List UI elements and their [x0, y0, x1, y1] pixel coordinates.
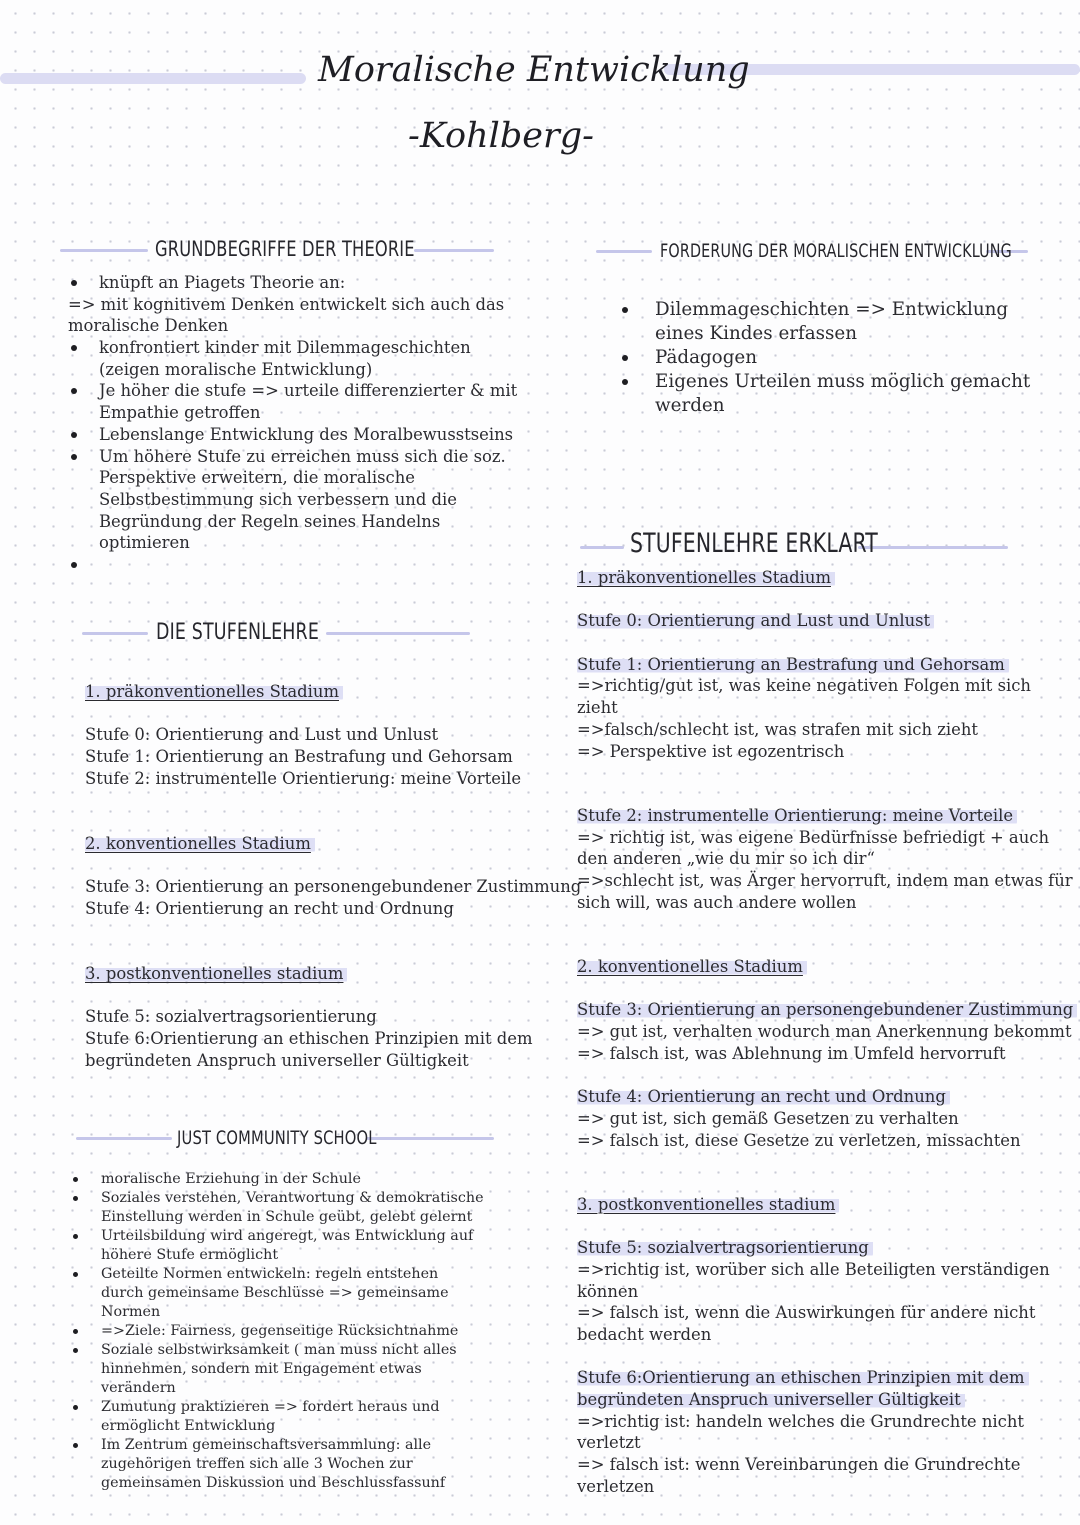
list-item: konfrontiert kinder mit Dilemmageschichten: [68, 337, 517, 359]
list-item-cont: optimieren: [99, 533, 190, 553]
list-item: Dilemmageschichten => Entwicklung: [622, 298, 1030, 322]
stufe-line: begründeten Anspruch universeller Gültigkeit: [85, 1050, 469, 1070]
explanation-line: verletzt: [577, 1433, 641, 1453]
stufe-title: Stufe 6:Orientierung an ethischen Prinzipien mit dem: [577, 1368, 1029, 1387]
stufe-title: Stufe 1: Orientierung an Bestrafung und Gehorsam: [577, 655, 1009, 674]
explanation-line: den anderen „wie du mir so ich dir“: [577, 849, 875, 869]
stadium-title: 3. postkonventionelles stadium: [577, 1195, 839, 1214]
erklaert-rule-left: [580, 546, 624, 549]
list-item: Soziale selbstwirksamkeit ( man muss nicht alles: [70, 1341, 484, 1360]
explanation-line: =>richtig/gut ist, was keine negativen Folgen mit sich: [577, 676, 1031, 696]
stufe-title: begründeten Anspruch universeller Gültigkeit: [577, 1390, 965, 1409]
explanation-line: => falsch ist, diese Gesetze zu verletzen, missachten: [577, 1130, 1021, 1150]
empty-list-item: [68, 554, 517, 576]
page-title: Moralische Entwicklung: [318, 50, 750, 90]
stufenlehre-block-3: [85, 963, 533, 1071]
explanation-line: => falsch ist, was Ablehnung im Umfeld hervorruft: [577, 1043, 1006, 1063]
list-item: =>Ziele: Fairness, gegenseitige Rücksichtnahme: [70, 1322, 484, 1341]
explanation-line: =>richtig ist: handeln welches die Grundrechte nicht: [577, 1411, 1024, 1431]
explanation-line: können: [577, 1281, 639, 1301]
stufe-line: Stufe 4: Orientierung an recht und Ordnung: [85, 899, 454, 919]
jcs-rule-left: [76, 1137, 172, 1140]
list-item-cont: => mit kognitivem Denken entwickelt sich auch das: [68, 294, 505, 314]
list-item-cont: Normen: [101, 1304, 161, 1320]
stadium-title: 1. präkonventionelles Stadium: [85, 682, 343, 701]
header-bar-left: [0, 73, 306, 84]
stufe-title: Stufe 3: Orientierung an personengebundener Zustimmung: [577, 1000, 1077, 1019]
stufe-line: Stufe 3: Orientierung an personengebundener Zustimmung: [85, 877, 582, 897]
list-item-cont: hinnehmen, sondern mit Engagement etwas: [101, 1361, 422, 1377]
list-item-cont: Begründung der Regeln seines Handelns: [99, 511, 441, 531]
stufe-line: Stufe 2: instrumentelle Orientierung: meine Vorteile: [85, 768, 522, 788]
stadium-title: 2. konventionelles Stadium: [85, 834, 315, 853]
grundbegriffe-heading: GRUNDBEGRIFFE DER THEORIE: [155, 237, 415, 261]
list-item-cont: ermöglicht Entwicklung: [101, 1418, 276, 1434]
stadium-title: 2. konventionelles Stadium: [577, 957, 807, 976]
stufe-title: Stufe 5: sozialvertragsorientierung: [577, 1238, 873, 1257]
jcs-rule-right: [366, 1137, 494, 1140]
explanation-line: => falsch ist, wenn die Auswirkungen für andere nicht: [577, 1303, 1036, 1323]
stufe-title: Stufe 0: Orientierung and Lust und Unlust: [577, 611, 934, 630]
list-item: Um höhere Stufe zu erreichen muss sich die soz.: [68, 446, 517, 468]
stufenlehre-block-2: [85, 833, 581, 920]
forderung-heading: FORDERUNG DER MORALISCHEN ENTWICKLUNG: [660, 241, 1012, 262]
explanation-line: => gut ist, sich gemäß Gesetzen zu verhalten: [577, 1108, 959, 1128]
grundbegriffe-rule-right: [414, 249, 494, 252]
explanation-line: => falsch ist: wenn Vereinbarungen die Grundrechte: [577, 1455, 1021, 1475]
list-item-cont: durch gemeinsame Beschlüsse => gemeinsame: [101, 1285, 449, 1301]
list-item-cont: Empathie getroffen: [99, 403, 261, 423]
erklaert-rule-right: [858, 546, 1008, 549]
stufe-title: Stufe 2: instrumentelle Orientierung: meine Vorteile: [577, 806, 1017, 825]
list-item-cont: verändern: [101, 1380, 176, 1396]
explanation-line: =>schlecht ist, was Ärger hervorruft, indem man etwas für: [577, 870, 1073, 890]
forderung-rule-left: [596, 250, 652, 253]
jcs-heading: JUST COMMUNITY SCHOOL: [177, 1127, 377, 1149]
list-item-cont: moralische Denken: [68, 316, 229, 336]
stadium-title: 1. präkonventionelles Stadium: [577, 568, 835, 587]
list-item-cont: Perspektive erweitern, die moralische: [99, 468, 415, 488]
list-item: Soziales verstehen, Verantwortung & demokratische: [70, 1189, 484, 1208]
list-item: Zumutung praktizieren => fordert heraus und: [70, 1398, 484, 1417]
stufenlehre-heading: DIE STUFENLEHRE: [156, 619, 319, 645]
stufe-line: Stufe 1: Orientierung an Bestrafung und Gehorsam: [85, 747, 513, 767]
list-item: Je höher die stufe => urteile differenzierter & mit: [68, 380, 517, 402]
erklaert-heading: STUFENLEHRE ERKLART: [630, 528, 878, 559]
list-item: Urteilsbildung wird angeregt, was Entwicklung auf: [70, 1227, 484, 1246]
grundbegriffe-rule-left: [60, 249, 148, 252]
forderung-list: [622, 298, 1030, 418]
explanation-line: => richtig ist, was eigene Bedürfnisse befriedigt + auch: [577, 827, 1049, 847]
list-item: Pädagogen: [622, 346, 1030, 370]
list-item: Lebenslange Entwicklung des Moralbewusstseins: [68, 424, 517, 446]
list-item-cont: Selbstbestimmung sich verbessern und die: [99, 489, 457, 509]
explanation-line: =>falsch/schlecht ist, was strafen mit sich zieht: [577, 719, 978, 739]
stufenlehre-rule-left: [82, 632, 148, 635]
stufenlehre-block-1: [85, 681, 521, 789]
stufe-line: Stufe 0: Orientierung and Lust und Unlust: [85, 725, 439, 745]
list-item: moralische Erziehung in der Schule: [70, 1170, 484, 1189]
erklaert-content: [577, 567, 1077, 1498]
list-item-cont: höhere Stufe ermöglicht: [101, 1247, 279, 1263]
stufe-title: Stufe 4: Orientierung an recht und Ordnung: [577, 1087, 950, 1106]
list-item-cont: Einstellung werden in Schule geübt, gelebt gelernt: [101, 1209, 473, 1225]
explanation-line: zieht: [577, 698, 618, 718]
explanation-line: => gut ist, verhalten wodurch man Anerkennung bekommt: [577, 1022, 1072, 1042]
page-subtitle: -Kohlberg-: [408, 116, 594, 156]
stufe-line: Stufe 5: sozialvertragsorientierung: [85, 1007, 377, 1027]
list-item: knüpft an Piagets Theorie an:: [68, 272, 517, 294]
explanation-line: =>richtig ist, worüber sich alle Beteiligten verständigen: [577, 1259, 1050, 1279]
explanation-line: bedacht werden: [577, 1325, 712, 1344]
stufe-line: Stufe 6:Orientierung an ethischen Prinzipien mit dem: [85, 1029, 533, 1049]
list-item: Eigenes Urteilen muss möglich gemacht: [622, 370, 1030, 394]
list-item-cont: eines Kindes erfassen: [655, 323, 858, 344]
jcs-list: [70, 1170, 484, 1493]
explanation-line: verletzen: [577, 1476, 655, 1496]
list-item-cont: zugehörigen treffen sich alle 3 Wochen zur: [101, 1456, 413, 1472]
list-item: Im Zentrum gemeinschaftsversammlung: alle: [70, 1436, 484, 1455]
explanation-line: => Perspektive ist egozentrisch: [577, 741, 845, 761]
stufenlehre-rule-right: [326, 632, 470, 635]
list-item-cont: werden: [655, 395, 725, 416]
list-item: Geteilte Normen entwickeln: regeln entstehen: [70, 1265, 484, 1284]
grundbegriffe-list: [68, 272, 517, 576]
stadium-title: 3. postkonventionelles stadium: [85, 964, 347, 983]
list-item-cont: (zeigen moralische Entwicklung): [99, 359, 373, 379]
list-item-cont: gemeinsamen Diskussion und Beschlussfassunf: [101, 1475, 446, 1491]
explanation-line: sich will, was auch andere wollen: [577, 892, 857, 912]
